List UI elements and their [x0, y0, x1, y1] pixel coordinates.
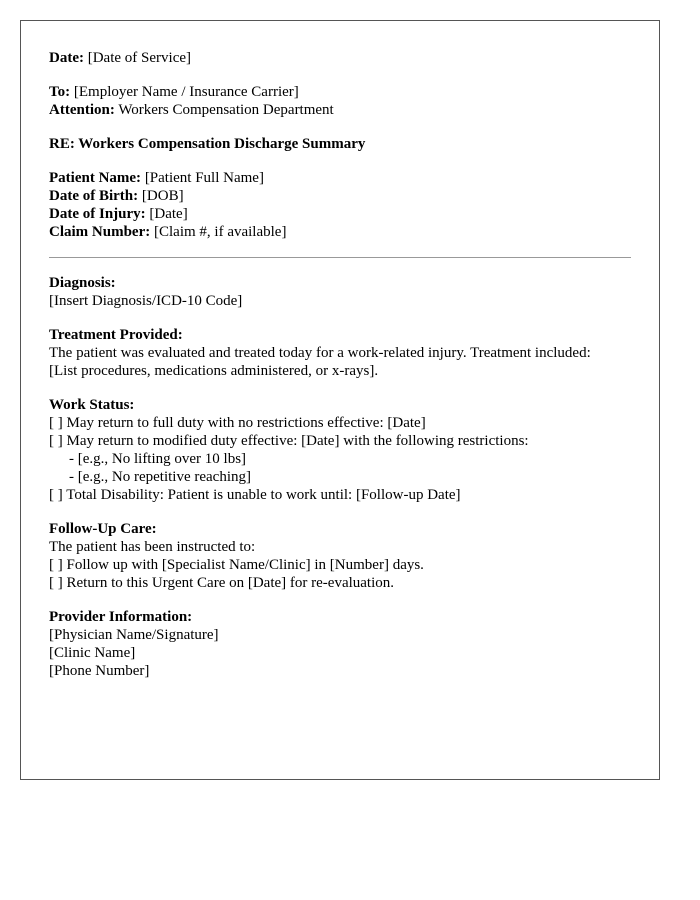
claim-number-value: [Claim #, if available] — [154, 224, 287, 240]
restriction-item-2: - [e.g., No repetitive reaching] — [69, 469, 251, 485]
treatment-line-1: The patient was evaluated and treated today for a work-related injury. Treatment included: — [49, 345, 591, 361]
restriction-item-1: - [e.g., No lifting over 10 lbs] — [69, 451, 247, 467]
provider-physician: [Physician Name/Signature] — [49, 627, 219, 643]
to-line — [49, 83, 631, 101]
patient-name-line — [49, 169, 631, 187]
injury-date-line — [49, 205, 631, 223]
attention-value: Workers Compensation Department — [118, 102, 334, 118]
dob-label: Date of Birth: — [49, 188, 139, 204]
provider-phone: [Phone Number] — [49, 663, 150, 679]
claim-number-label: Claim Number: — [49, 224, 151, 240]
to-value: [Employer Name / Insurance Carrier] — [73, 84, 299, 100]
attention-line — [49, 101, 631, 119]
injury-date-label: Date of Injury: — [49, 206, 146, 222]
section-divider — [49, 257, 631, 258]
date-line — [49, 49, 631, 67]
diagnosis-heading: Diagnosis: — [49, 275, 116, 291]
to-label: To: — [49, 84, 71, 100]
work-status-full-duty: [ ] May return to full duty with no restrictions effective: [Date] — [49, 415, 426, 431]
provider-clinic: [Clinic Name] — [49, 645, 136, 661]
treatment-line-2: [List procedures, medications administered, or x-rays]. — [49, 363, 379, 379]
injury-date-value: [Date] — [149, 206, 188, 222]
re-line: RE: Workers Compensation Discharge Summary — [49, 136, 366, 152]
attention-label: Attention: — [49, 102, 115, 118]
work-status-modified-duty: [ ] May return to modified duty effective: [Date] with the following restrictions: — [49, 433, 529, 449]
follow-up-item-1: [ ] Follow up with [Specialist Name/Clinic] in [Number] days. — [49, 557, 424, 573]
provider-heading: Provider Information: — [49, 609, 193, 625]
follow-up-heading: Follow-Up Care: — [49, 521, 157, 537]
follow-up-item-2: [ ] Return to this Urgent Care on [Date] for re-evaluation. — [49, 575, 395, 591]
dob-value: [DOB] — [141, 188, 184, 204]
treatment-heading: Treatment Provided: — [49, 327, 183, 343]
patient-name-label: Patient Name: — [49, 170, 142, 186]
date-value: [Date of Service] — [87, 50, 192, 66]
patient-name-value: [Patient Full Name] — [144, 170, 264, 186]
diagnosis-text: [Insert Diagnosis/ICD-10 Code] — [49, 293, 243, 309]
discharge-summary-document — [20, 20, 660, 780]
dob-line — [49, 187, 631, 205]
date-label: Date: — [49, 50, 84, 66]
work-status-heading: Work Status: — [49, 397, 135, 413]
claim-number-line — [49, 223, 631, 241]
work-status-total-disability: [ ] Total Disability: Patient is unable to work until: [Follow-up Date] — [49, 487, 461, 503]
follow-up-intro: The patient has been instructed to: — [49, 539, 256, 555]
